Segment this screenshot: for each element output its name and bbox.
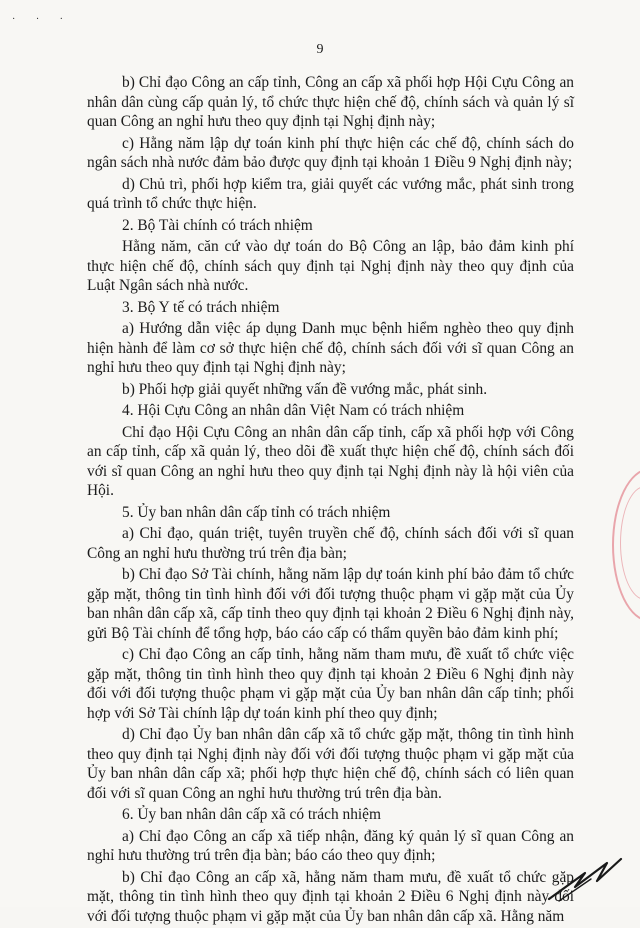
scan-marks: · · · (12, 14, 72, 25)
paragraph-6b: b) Chỉ đạo Công an cấp xã, hằng năm tham mưu, đề xuất tổ chức gặp mặt, thông tin tình hình theo quy định tại khoản 2 Điều 6 Nghị định này đối với đối tượng thuộc phạm vi gặp mặt của Ủy ban nhân dân cấp xã. Hằng năm (87, 868, 574, 925)
heading-veterans-association: 4. Hội Cựu Công an nhân dân Việt Nam có trách nhiệm (122, 402, 465, 419)
signature-mark (545, 855, 625, 905)
paragraph-5d: d) Chỉ đạo Ủy ban nhân dân cấp xã tổ chức gặp mặt, thông tin tình hình theo quy định tại Nghị định này đối với đối tượng thuộc phạm vi gặp mặt của Ủy ban nhân dân cấp xã; phối hợp thực hiện chế độ, chính sách có liên quan đối với sĩ quan Công an nghỉ hưu thường trú trên địa bàn. (87, 726, 574, 802)
paragraph-5b: b) Chỉ đạo Sở Tài chính, hằng năm lập dự toán kinh phí bảo đảm tổ chức gặp mặt, thông tin tình hình đối với đối tượng thuộc phạm vi gặp mặt của Ủy ban nhân dân cấp xã, cấp tỉnh theo quy định tại khoản 2 Điều 6 Nghị định này, gửi Bộ Tài chính để tổng hợp, báo cáo cấp có thẩm quyền bảo đảm kinh phí; (87, 566, 574, 642)
heading-provincial-committee: 5. Ủy ban nhân dân cấp tỉnh có trách nhiệm (122, 503, 391, 521)
paragraph-1c: c) Hằng năm lập dự toán kinh phí thực hiện các chế độ, chính sách do ngân sách nhà nước đảm bảo được quy định tại khoản 1 Điều 9 Nghị định này; (87, 134, 574, 171)
paragraph-5a: a) Chỉ đạo, quán triệt, tuyên truyền chế độ, chính sách đối với sĩ quan Công an nghỉ hưu thường trú trên địa bàn; (87, 525, 574, 562)
paragraph-3b: b) Phối hợp giải quyết những vấn đề vướng mắc, phát sinh. (122, 380, 488, 398)
paragraph-1b: b) Chỉ đạo Công an cấp tỉnh, Công an cấp xã phối hợp Hội Cựu Công an nhân dân cùng cấp quản lý, tổ chức thực hiện chế độ, chính sách và quản lý sĩ quan Công an nghỉ hưu theo quy định tại Nghị định này; (87, 74, 574, 130)
heading-ministry-health: 3. Bộ Y tế có trách nhiệm (122, 298, 280, 316)
document-body (87, 73, 574, 928)
heading-ministry-finance: 2. Bộ Tài chính có trách nhiệm (122, 216, 313, 234)
paragraph-2: Hằng năm, căn cứ vào dự toán do Bộ Công an lập, bảo đảm kinh phí thực hiện chế độ, chính sách quy định tại Nghị định này theo quy định của Luật Ngân sách nhà nước. (87, 238, 574, 294)
paragraph-5c: c) Chỉ đạo Công an cấp tỉnh, hằng năm tham mưu, đề xuất tổ chức việc gặp mặt, thông tin tình hình theo quy định tại khoản 2 Điều 6 Nghị định này đối với đối tượng thuộc phạm vi gặp mặt của Ủy ban nhân dân cấp tỉnh; phối hợp với Sở Tài chính lập dự toán kinh phí theo quy định; (87, 646, 574, 722)
page-number: 9 (316, 42, 324, 57)
paragraph-4: Chỉ đạo Hội Cựu Công an nhân dân cấp tỉnh, cấp xã phối hợp với Công an cấp tỉnh, cấp xã quản lý, theo dõi đề xuất thực hiện chế độ, chính sách đối với sĩ quan Công an nghỉ hưu theo quy định tại Nghị định này là hội viên của Hội. (87, 423, 574, 499)
paragraph-1d: d) Chủ trì, phối hợp kiểm tra, giải quyết các vướng mắc, phát sinh trong quá trình tổ chức thực hiện. (87, 175, 574, 212)
paragraph-3a: a) Hướng dẫn việc áp dụng Danh mục bệnh hiểm nghèo theo quy định hiện hành để làm cơ sở thực hiện chế độ, chính sách đối với sĩ quan Công an nghỉ hưu theo quy định tại Nghị định này; (87, 320, 574, 376)
heading-commune-committee: 6. Ủy ban nhân dân cấp xã có trách nhiệm (122, 806, 381, 823)
paragraph-6a: a) Chỉ đạo Công an cấp xã tiếp nhận, đăng ký quản lý sĩ quan Công an nghỉ hưu thường trú trên địa bàn; báo cáo theo quy định; (87, 827, 574, 864)
